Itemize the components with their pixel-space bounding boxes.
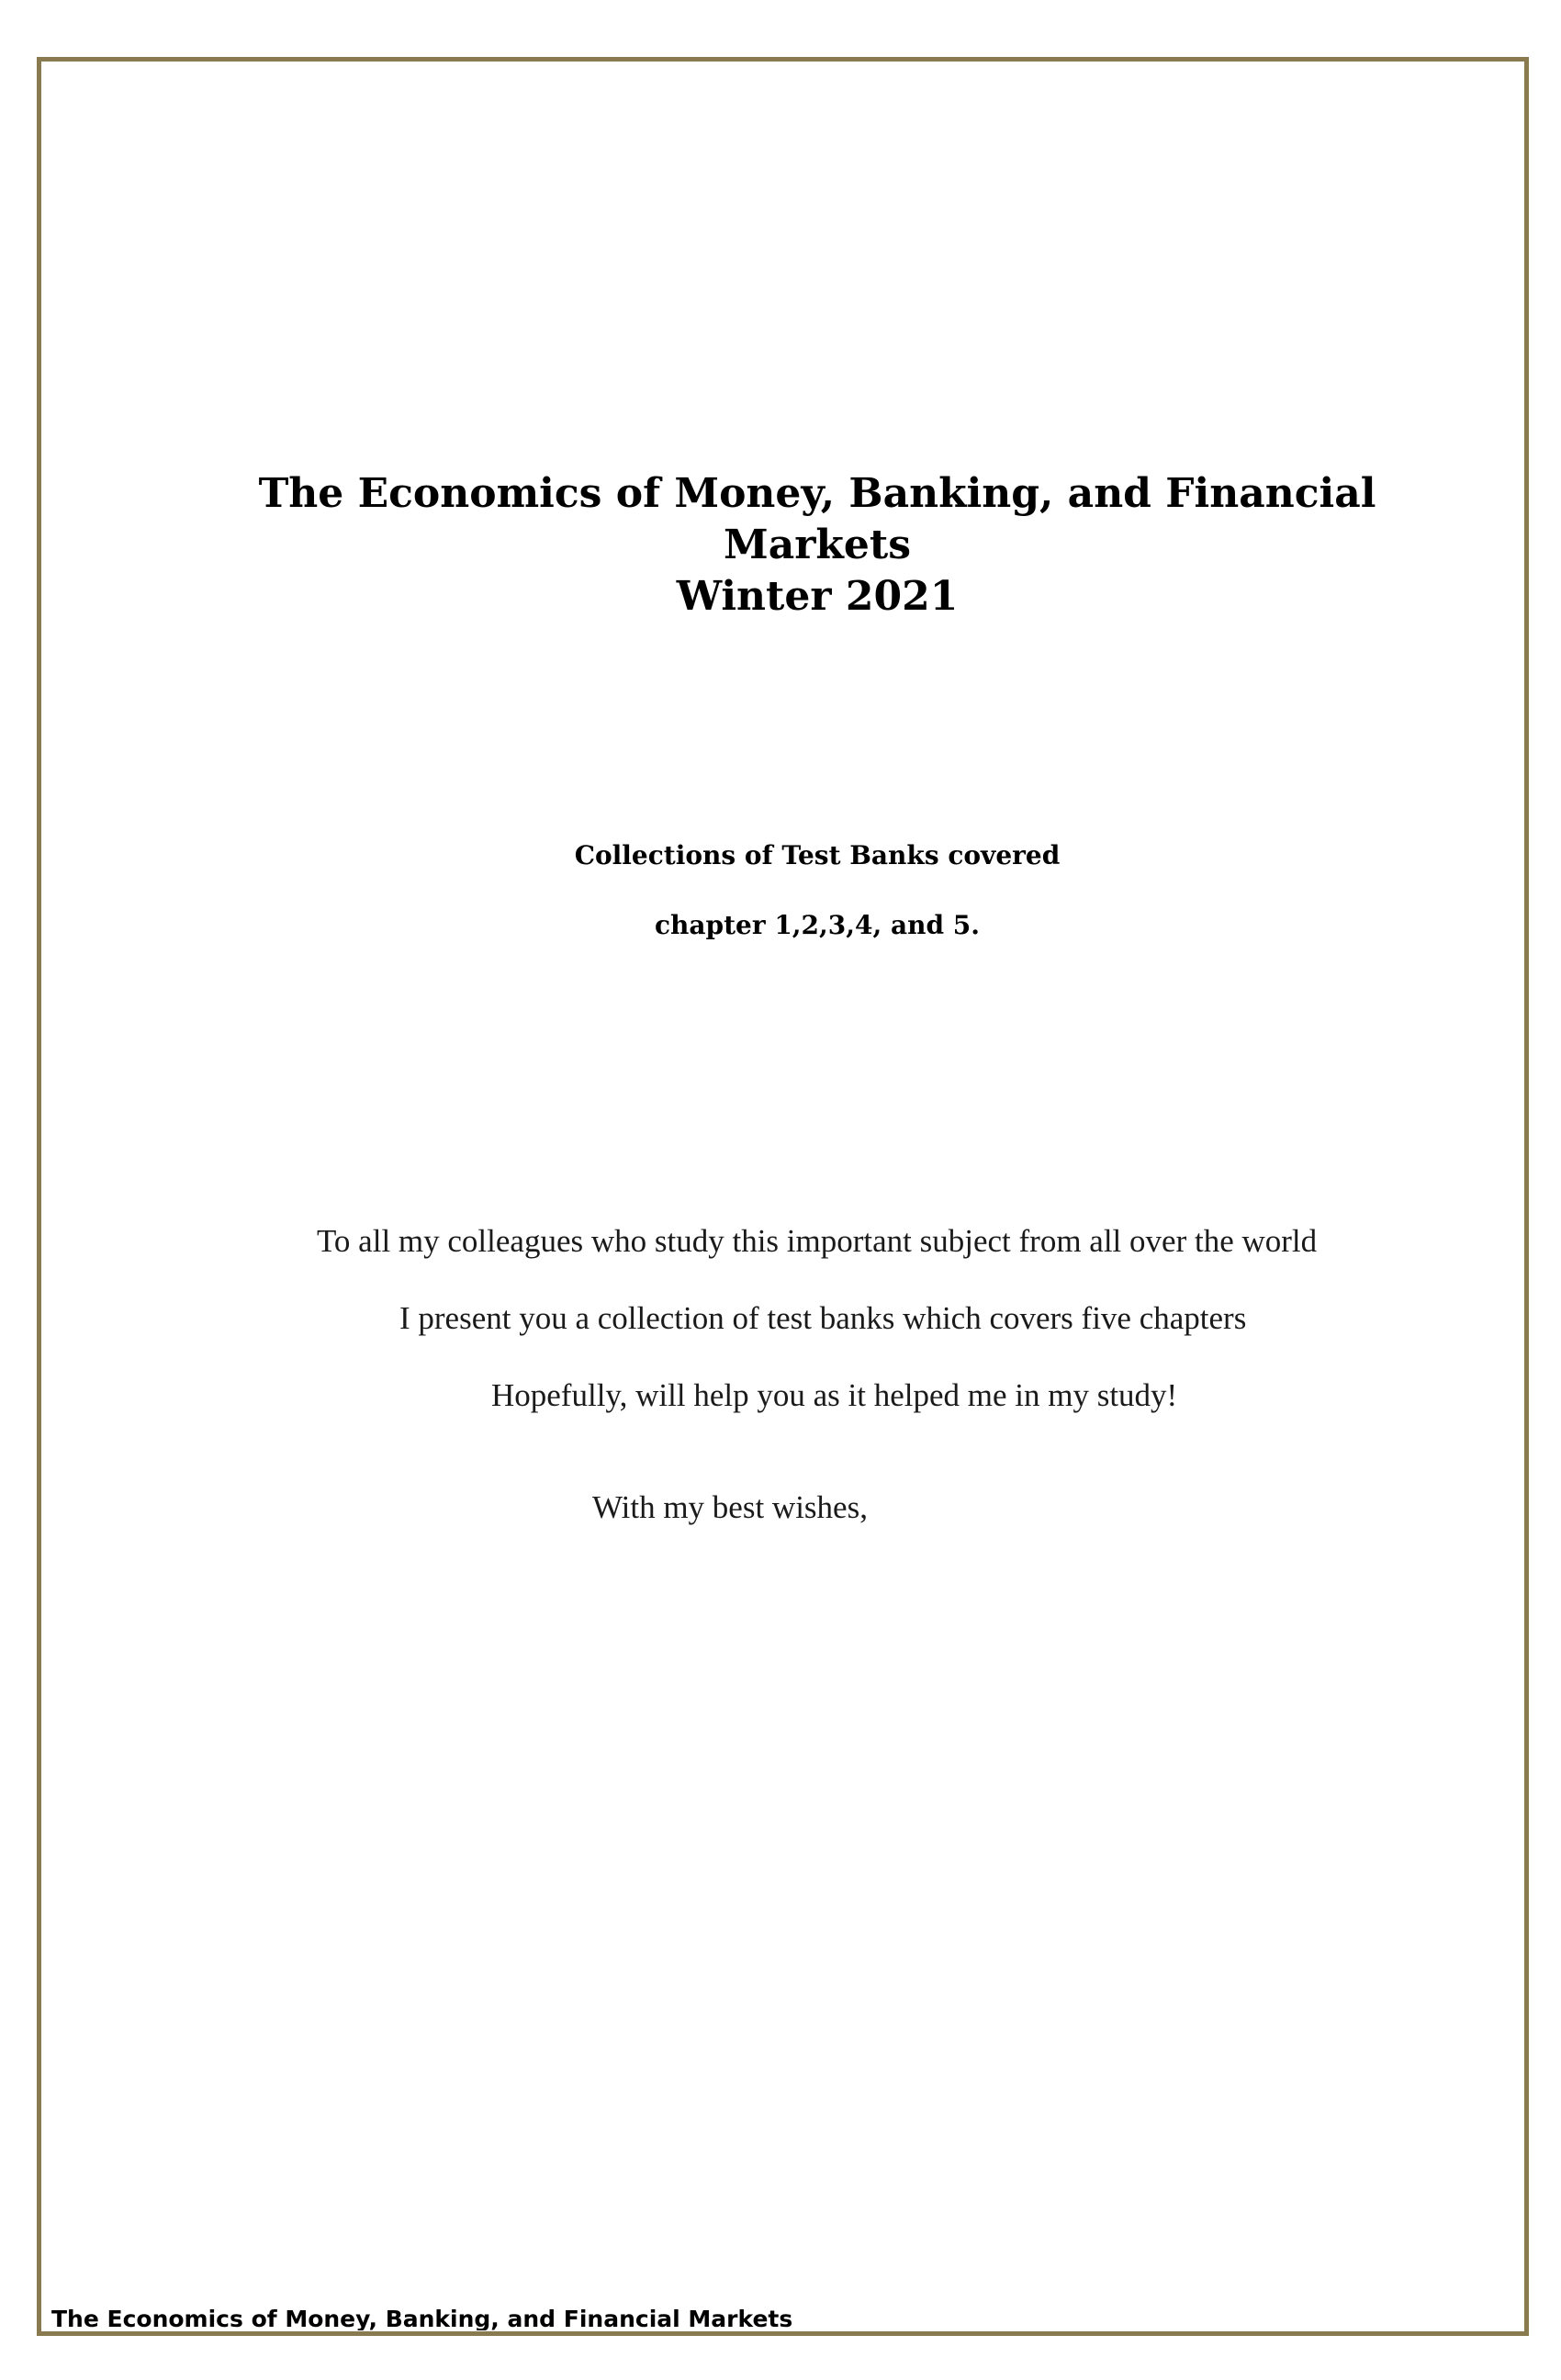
closing-line: With my best wishes,	[592, 1489, 868, 1525]
subtitle-block	[0, 839, 1561, 942]
subtitle-collections: Collections of Test Banks covered	[574, 840, 1061, 870]
page-footer: The Economics of Money, Banking, and Financial Markets	[51, 2306, 793, 2330]
subtitle-chapters: chapter 1,2,3,4, and 5.	[654, 910, 981, 940]
message-line: To all my colleagues who study this important subject from all over the world	[317, 1223, 1318, 1259]
document-title: The Economics of Money, Banking, and Financial Markets	[258, 470, 1376, 568]
message-line: I present you a collection of test banks which covers five chapters	[399, 1300, 1247, 1336]
title-block	[0, 468, 1561, 623]
document-term: Winter 2021	[676, 573, 959, 620]
page-border	[37, 57, 1529, 2336]
message-line: Hopefully, will help you as it helped me in my study!	[491, 1377, 1178, 1413]
